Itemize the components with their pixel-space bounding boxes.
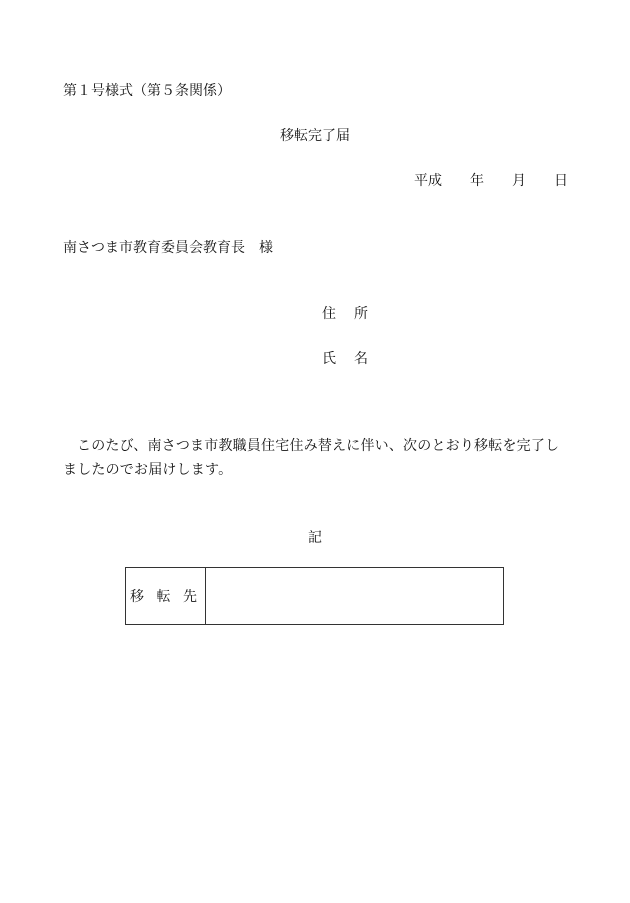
- addressee-honorific: 様: [259, 240, 273, 256]
- body-text: このたび、南さつま市教職員住宅住み替えに伴い、次のとおり移転を完了しましたのでお届けします。: [63, 438, 560, 478]
- name-label-char-1: 氏: [322, 351, 336, 367]
- address-label-char-2: 所: [354, 306, 368, 322]
- document-title: 移転完了届: [280, 128, 350, 144]
- applicant-name-label: [322, 348, 368, 368]
- note-heading: 記: [308, 530, 322, 546]
- date-day-unit: 日: [554, 173, 568, 189]
- relocation-destination-field[interactable]: [206, 568, 503, 624]
- relocation-table: [125, 567, 504, 625]
- address-label-char-1: 住: [322, 306, 336, 322]
- applicant-address-label: [322, 303, 368, 323]
- date-year-unit: 年: [470, 173, 484, 189]
- name-label-char-2: 名: [354, 351, 368, 367]
- form-number: 第１号様式（第５条関係）: [63, 83, 231, 99]
- date-line: [414, 170, 568, 190]
- addressee-line: [63, 237, 273, 257]
- date-month-unit: 月: [512, 173, 526, 189]
- relocation-destination-label: 移 転 先: [126, 568, 206, 624]
- date-era: 平成: [414, 173, 442, 189]
- addressee-name: 南さつま市教育委員会教育長: [63, 240, 245, 256]
